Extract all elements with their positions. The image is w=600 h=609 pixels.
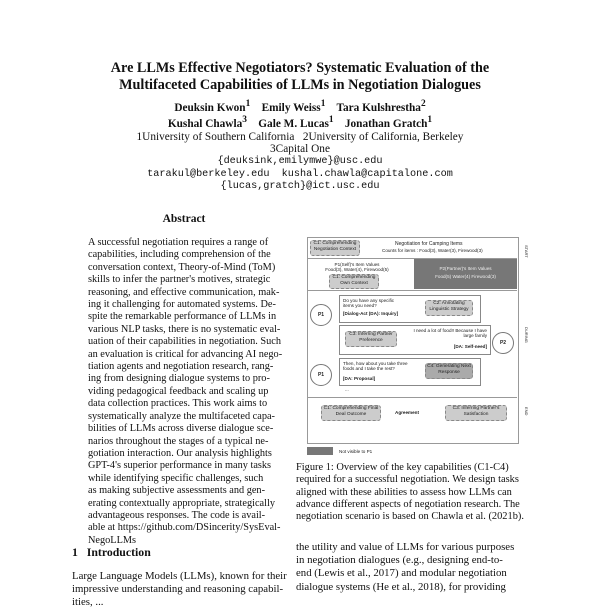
divider bbox=[307, 397, 517, 398]
email: {deuksink,emilymwe}@usc.edu bbox=[217, 155, 383, 167]
text-line: Figure 1: Overview of the key capabilities (C1-C4) bbox=[296, 462, 509, 473]
legend-label: Not visible to P1 bbox=[339, 449, 373, 454]
figure-caption bbox=[296, 462, 528, 523]
text-line: tiation agents and negotiation research, rang- bbox=[88, 361, 274, 373]
utterance-text: I need a lot of food!! Because I have large family bbox=[413, 328, 487, 338]
dialog-act: [DA: Self-need] bbox=[453, 344, 487, 349]
email: {lucas,gratch}@ict.usc.edu bbox=[220, 181, 380, 193]
p1-avatar: P1 bbox=[310, 304, 332, 326]
text-line: the utility and value of LLMs for various purposes bbox=[296, 541, 515, 553]
text-line: NegoLLMs bbox=[88, 534, 137, 546]
text-line: dialogue systems (He et al., 2018), for providing bbox=[296, 580, 506, 593]
scenario-counts: Counts for items : Food(3), Water(3), Firewood(3) bbox=[382, 248, 483, 253]
ellipsis: ... bbox=[345, 387, 349, 392]
author: Gale M. Lucas bbox=[258, 118, 329, 131]
dialog-act: [DA: Proposal] bbox=[343, 376, 376, 381]
affiliation: 1University of Southern California 2University of California, Berkeley bbox=[136, 130, 464, 143]
agreement-label: Agreement bbox=[395, 410, 419, 415]
text-line: Large Language Models (LLMs), known for their bbox=[72, 570, 287, 582]
text-line: an evaluation is critical for advancing AI nego- bbox=[88, 348, 283, 360]
author-row bbox=[60, 114, 540, 130]
author: Emily Weiss bbox=[261, 101, 321, 114]
author: Deuksin Kwon bbox=[174, 101, 246, 114]
text-line: various NLP tasks, there is no systematic eval- bbox=[88, 323, 281, 335]
capability-box: C1: Comprehending Negotiation Context bbox=[310, 240, 360, 256]
text-line: narios throughout the stages of a typical ne- bbox=[88, 435, 269, 447]
intro-body bbox=[72, 570, 287, 609]
figure-1 bbox=[307, 237, 529, 457]
text-line: bilities of LLMs across diverse dialogue sce- bbox=[88, 423, 274, 435]
p1-values bbox=[317, 262, 397, 272]
p1-values-text: Food(3), Water(4), Firewood(5) bbox=[325, 267, 389, 272]
abstract-body bbox=[88, 237, 283, 547]
divider bbox=[307, 290, 517, 291]
text-line: viding pedagogical feedback and scaling up bbox=[88, 385, 269, 397]
email: tarakul@berkeley.edu kushal.chawla@capitalone.com bbox=[147, 168, 453, 180]
p2-values-text: Food(5) Water(4) Firewood(3) bbox=[435, 274, 496, 279]
utterance-text: Do you have any specific items you need? bbox=[343, 298, 395, 308]
text-line: as making subjective assessments and gen- bbox=[88, 485, 266, 497]
capability-box: C4: Generating Next Response bbox=[425, 363, 473, 379]
author-sup: 1 bbox=[245, 99, 251, 109]
text-line: A successful negotiation requires a range of bbox=[88, 237, 269, 248]
utterance-text: Then, how about you take three foods and I take the rest? bbox=[343, 361, 408, 371]
author-sup: 1 bbox=[320, 99, 326, 109]
text-line: required for a successful negotiation. We design tasks bbox=[296, 474, 519, 486]
text-line: gotiation interaction. Our analysis highlights bbox=[88, 447, 272, 459]
text-line: skills to infer the partner's motives, strategic bbox=[88, 274, 271, 286]
stage-label: END bbox=[524, 407, 529, 416]
utterance-bubble bbox=[339, 358, 481, 386]
text-line: reasoning, and effective communication, mak- bbox=[88, 286, 280, 298]
text-line: uation of their capabilities in negotiation. Such bbox=[88, 336, 282, 348]
scenario-title: Negotiation for Camping Items bbox=[395, 241, 463, 247]
p2-avatar: P2 bbox=[492, 332, 514, 354]
utterance-bubble bbox=[339, 295, 481, 323]
author-sup: 1 bbox=[427, 115, 433, 126]
p2-values-title: P2(Partner)'s Item Values bbox=[439, 266, 492, 271]
text-line: capabilities, including comprehension of the bbox=[88, 249, 271, 261]
p2-values-hidden bbox=[414, 259, 517, 289]
capability-box: C1: Comprehending Final Deal Outcome bbox=[321, 405, 381, 421]
dialog-act: [Dialog-Act (DA): Inquiry] bbox=[343, 311, 399, 316]
text-line: ities, ... bbox=[72, 596, 104, 608]
title-line: Are LLMs Effective Negotiators? Systematic Evaluation of the bbox=[110, 60, 490, 76]
text-line: erating contextually appropriate, strategically bbox=[88, 497, 275, 509]
text-line: end (Lewis et al., 2017) and modular negotiation bbox=[296, 567, 507, 580]
text-line: in negotiation dialogues (e.g., designing end-to- bbox=[296, 554, 503, 567]
text-line: impressive understanding and reasoning capabil- bbox=[72, 583, 284, 595]
author-block bbox=[60, 98, 540, 194]
author-sup: 3 bbox=[242, 115, 247, 126]
text-line: data collection practices. This work aims to bbox=[88, 398, 268, 410]
text-line: advance different aspects of negotiation research. The bbox=[296, 498, 520, 510]
author: Kushal Chawla bbox=[167, 118, 243, 131]
text-line: ing it challenging for automated systems. De- bbox=[88, 299, 276, 311]
author-row bbox=[60, 98, 540, 114]
capability-box: C1: Comprehending Own Context bbox=[329, 274, 379, 289]
text-line: GPT-4's superior performance in many tasks bbox=[88, 460, 272, 472]
utterance-bubble bbox=[339, 325, 491, 355]
title-line: Multifaceted Capabilities of LLMs in Negotiation Dialogues bbox=[119, 77, 481, 93]
p1-avatar: P1 bbox=[310, 364, 332, 386]
text-line: negotiation scenario is based on Chawla et al. (2021b). bbox=[296, 511, 524, 523]
author-sup: 1 bbox=[328, 115, 334, 126]
text-line: while identifying specific challenges, such bbox=[88, 472, 264, 484]
capability-box: C3: Inferring Partner Preference bbox=[345, 331, 397, 347]
paper-title bbox=[60, 60, 540, 94]
capability-box: C2: Annotating Linguistic Strategy bbox=[425, 300, 473, 316]
text-line: able at https://github.com/DSincerity/SysEval- bbox=[88, 522, 281, 534]
text-line: aligned with these abilities to assess how LLMs can bbox=[296, 486, 512, 498]
legend-swatch bbox=[307, 447, 333, 455]
text-line: conversation context, Theory-of-Mind (ToM) bbox=[88, 261, 276, 273]
text-line: spite the remarkable performance of LLMs in bbox=[88, 311, 277, 323]
stage-label: START bbox=[524, 245, 529, 258]
section-heading: 1 Introduction bbox=[72, 545, 151, 559]
stage-label: DURING bbox=[524, 327, 529, 343]
author-sup: 2 bbox=[420, 99, 426, 109]
text-line: systematically analyze the multifaceted capa- bbox=[88, 410, 275, 422]
text-line: advantageous responses. The code is avail- bbox=[88, 509, 266, 521]
p1-values-title: P1(Self)'s Item Values bbox=[334, 262, 380, 267]
text-line: ing from designing dialogue systems to pro- bbox=[88, 373, 270, 385]
affiliation: 3Capital One bbox=[270, 143, 330, 156]
abstract-heading: Abstract bbox=[162, 213, 206, 225]
capability-box: C3: Inferring Partner's Satisfaction bbox=[445, 405, 507, 421]
author: Jonathan Gratch bbox=[344, 118, 428, 131]
right-column-text bbox=[296, 541, 528, 594]
author: Tara Kulshrestha bbox=[336, 101, 421, 114]
